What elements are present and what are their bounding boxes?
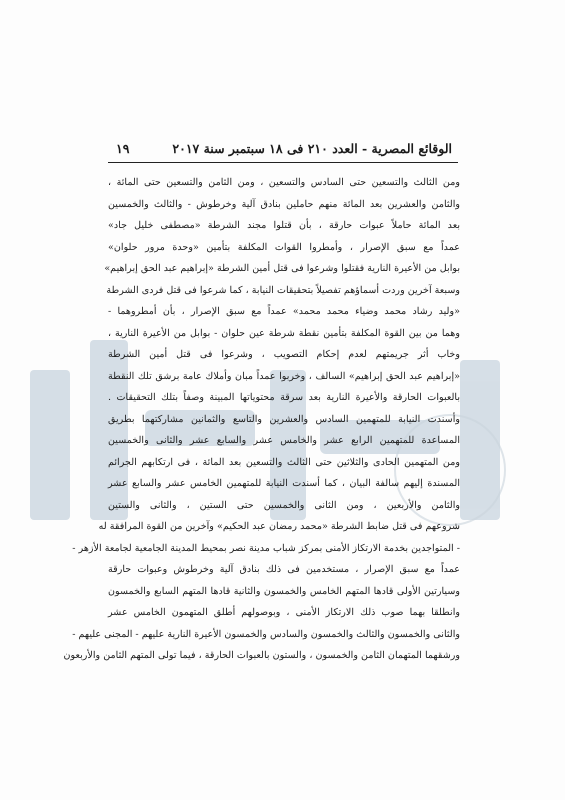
text-line: والثانى والخمسون والثالث والخمسون والسادس والخمسون الأعيرة النارية عليهم - المجنى عليهم -: [72, 628, 460, 640]
text-line: وانطلقا بهما صوب ذلك الارتكاز الأمنى ، وبوصولهم أطلق المتهمون الخامس عشر: [108, 607, 460, 618]
text-line: المساعدة للمتهمين الرابع عشر والخامس عشر والسابع عشر والثانى والخمسين: [108, 435, 460, 446]
text-line: والثامن والأربعين ، ومن الثانى والخمسين حتى الستين ، والثانى والستين: [108, 499, 460, 511]
text-line: شروعهم فى قتل ضابط الشرطة «محمد رمضان عبد الحكيم» وآخرين من القوة المرافقة له: [98, 521, 460, 532]
page-header: [116, 141, 452, 161]
text-line: وأسندت النيابة للمتهمين السادس والعشرين والتاسع والثمانين مشاركتهما بطريق: [108, 413, 460, 425]
text-line: عمداً مع سبق الإصرار ، مستخدمين فى ذلك بنادق آلية وخرطوش وعبوات حارقة: [108, 564, 460, 575]
gazette-title: الوقائع المصرية - العدد ٢١٠ فى ١٨ سبتمبر سنة ٢٠١٧: [172, 141, 452, 156]
text-line: ومن الثالث والتسعين حتى السادس والتسعين ، ومن الثامن والتسعين حتى المائة ،: [108, 177, 460, 188]
text-line: «وليد رشاد محمد وضياء محمد محمد» عمداً مع سبق الإصرار ، بأن أمطروهما -: [108, 306, 460, 317]
text-line: وهما من بين القوة المكلفة بتأمين نقطة شرطة عين حلوان - بوابل من الأعيرة النارية ،: [108, 327, 460, 339]
text-line: - المتواجدين بخدمة الارتكاز الأمنى بمركز شباب مدينة نصر بمحيط المدينة الجامعية لجامعة الأزهر -: [72, 542, 460, 554]
text-line: ورشقهما المتهمان الثامن والخمسون ، والستون بالعبوات الحارقة ، فيما تولى المتهم الثامن والأربعون: [63, 650, 460, 661]
text-line: المسندة إليهم سالفة البيان ، كما أسندت النيابة للمتهمين الخامس عشر والسابع عشر: [108, 478, 460, 489]
text-line: بوابل من الأعيرة النارية فقتلوا وشرعوا فى قتل أمين الشرطة «إبراهيم عبد الحق إبراهيم»: [104, 263, 460, 274]
text-line: بعد المائة حاملاً عبوات حارقة ، بأن قتلوا مجند الشرطة «مصطفى خليل جاد»: [108, 220, 460, 231]
page-number: ١٩: [116, 141, 130, 156]
body-text: [63, 172, 460, 667]
text-line: ومن المتهمين الحادى والثلاثين حتى الثالث والتسعين بعد المائة ، فى ارتكابهم الجرائم: [108, 456, 460, 468]
text-line: وخاب أثر جريمتهم لعدم إحكام التصويب ، وشرعوا فى قتل أمين الشرطة: [108, 349, 460, 360]
text-line: «إبراهيم عبد الحق إبراهيم» السالف ، وخربوا عمداً مبان وأملاك عامة برشق تلك النقطة: [108, 370, 460, 382]
text-line: وسيارتين الأولى قادها المتهم الخامس والخمسون والثانية قادها المتهم السابع والخمسون: [108, 585, 460, 597]
text-line: عمداً مع سبق الإصرار ، وأمطروا القوات المكلفة بتأمين «وحدة مرور حلوان»: [108, 241, 460, 253]
text-line: وسبعة آخرين وردت أسماؤهم تفصيلاً بتحقيقات النيابة ، كما شرعوا فى قتل فردى الشرطة: [106, 284, 460, 296]
text-line: بالعبوات الحارقة والأعيرة النارية بعد سرقة محتوياتها المبينة وصفاً بتلك التحقيقات .: [108, 392, 460, 403]
header-rule: [108, 162, 458, 163]
text-line: والثامن والعشرين بعد المائة منهم حاملين بنادق آلية وخرطوش - والثالث والخمسين: [108, 198, 460, 210]
